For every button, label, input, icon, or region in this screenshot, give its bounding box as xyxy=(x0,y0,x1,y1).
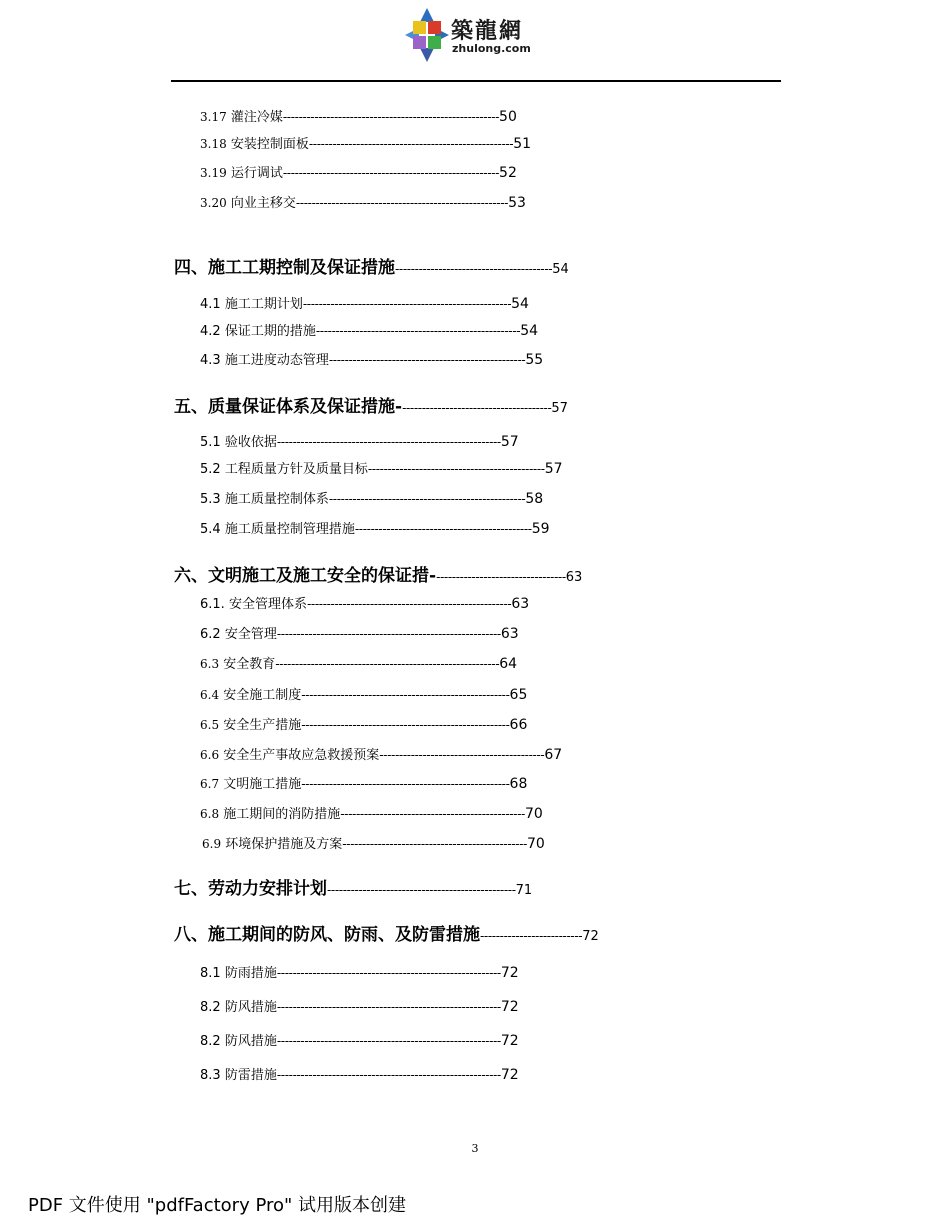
toc-entry-page: 72 xyxy=(582,929,599,944)
toc-entry-title: 施工进度动态管理 xyxy=(224,353,329,368)
toc-subsection-entry[interactable] xyxy=(200,807,543,821)
toc-subsection-entry[interactable] xyxy=(200,435,519,449)
toc-entry-page: 53 xyxy=(508,195,526,211)
toc-entry-title: 灌注冷媒 xyxy=(230,110,283,125)
toc-entry-title: 六、文明施工及施工安全的保证措- xyxy=(174,566,437,586)
toc-entry-leader: -------------------------------------------------- xyxy=(328,353,526,367)
toc-entry-number: 8.1 xyxy=(200,966,221,981)
toc-entry-page: 64 xyxy=(499,656,518,672)
toc-section-entry[interactable] xyxy=(174,568,582,585)
toc-subsection-entry[interactable] xyxy=(200,718,527,732)
toc-section-entry[interactable] xyxy=(174,881,532,898)
toc-subsection-entry[interactable] xyxy=(200,110,517,124)
toc-entry-page: 67 xyxy=(544,747,563,763)
toc-entry-number: 5.4 xyxy=(200,522,221,537)
toc-entry-number: 6.7 xyxy=(200,777,220,791)
toc-entry-title: 安全生产措施 xyxy=(223,718,302,733)
logo-chinese-text: 築龍網 xyxy=(451,18,524,44)
toc-entry-title: 四、施工工期控制及保证措施 xyxy=(174,258,395,278)
toc-entry-title: 向业主移交 xyxy=(230,196,296,211)
toc-entry-leader: ------------------------------------------------------- xyxy=(282,166,500,180)
toc-entry-number: 6.1. xyxy=(200,597,225,612)
toc-entry-number: 4.1 xyxy=(200,297,221,312)
toc-entry-title: 安全生产事故应急救援预案 xyxy=(223,748,380,763)
page-number: 3 xyxy=(471,1142,479,1155)
toc-entry-page: 72 xyxy=(500,965,519,981)
toc-entry-page: 66 xyxy=(509,717,528,733)
toc-entry-leader: ----------------------------------------------- xyxy=(342,837,527,851)
toc-entry-page: 72 xyxy=(500,1067,519,1083)
toc-subsection-entry[interactable] xyxy=(200,462,563,476)
toc-entry-leader: ---------------------------------------------------- xyxy=(315,324,521,338)
toc-entry-leader: --------------------------------------------------------- xyxy=(275,657,500,671)
toc-entry-number: 8.3 xyxy=(200,1068,221,1083)
toc-section-entry[interactable] xyxy=(174,399,568,416)
toc-entry-leader: --------------------------------- xyxy=(436,570,566,584)
toc-entry-number: 8.2 xyxy=(200,1000,221,1015)
toc-entry-leader: ------------------------------------------------------ xyxy=(295,196,509,210)
toc-entry-leader: ----------------------------------------------------- xyxy=(301,688,510,702)
toc-entry-title: 安全管理 xyxy=(224,627,277,642)
toc-subsection-entry[interactable] xyxy=(200,492,543,506)
toc-entry-page: 63 xyxy=(500,626,519,642)
toc-entry-number: 6.2 xyxy=(200,627,221,642)
toc-entry-page: 52 xyxy=(499,165,517,181)
toc-entry-page: 50 xyxy=(499,109,517,125)
toc-entry-title: 施工工期计划 xyxy=(224,297,303,312)
toc-subsection-entry[interactable] xyxy=(200,324,538,338)
toc-section-entry[interactable] xyxy=(174,260,569,277)
toc-subsection-entry[interactable] xyxy=(200,597,529,611)
toc-subsection-entry[interactable] xyxy=(200,777,527,791)
toc-entry-title: 施工质量控制体系 xyxy=(224,492,329,507)
toc-entry-title: 五、质量保证体系及保证措施- xyxy=(174,397,403,417)
toc-entry-page: 70 xyxy=(526,836,545,852)
toc-entry-title: 安全教育 xyxy=(223,657,276,672)
toc-subsection-entry[interactable] xyxy=(200,1000,519,1014)
toc-entry-leader: ------------------------------------------------------- xyxy=(282,110,500,124)
toc-entry-title: 保证工期的措施 xyxy=(224,324,316,339)
toc-entry-leader: --------------------------------------------------------- xyxy=(276,966,501,980)
toc-entry-number: 5.2 xyxy=(200,462,221,477)
toc-entry-page: 54 xyxy=(552,262,569,277)
toc-subsection-entry[interactable] xyxy=(200,353,543,367)
toc-entry-number: 5.3 xyxy=(200,492,221,507)
toc-entry-leader: --------------------------------------------------------- xyxy=(276,627,501,641)
toc-entry-title: 环境保护措施及方案 xyxy=(225,837,343,852)
toc-entry-leader: ----------------------------------------------------- xyxy=(301,777,510,791)
toc-entry-number: 6.8 xyxy=(200,807,220,821)
toc-entry-page: 63 xyxy=(565,570,583,585)
toc-entry-page: 57 xyxy=(551,401,568,416)
toc-subsection-entry[interactable] xyxy=(200,657,517,671)
toc-subsection-entry[interactable] xyxy=(200,627,519,641)
pdf-factory-footer xyxy=(28,1191,406,1217)
toc-entry-leader: ----------------------------------------------------- xyxy=(302,297,512,311)
toc-entry-title: 工程质量方针及质量目标 xyxy=(224,462,368,477)
toc-subsection-entry[interactable] xyxy=(200,1068,519,1082)
toc-entry-number: 6.4 xyxy=(200,688,220,702)
toc-entry-number: 5.1 xyxy=(200,435,221,450)
toc-entry-title: 验收依据 xyxy=(224,435,277,450)
toc-entry-title: 安装控制面板 xyxy=(230,137,309,152)
toc-entry-page: 57 xyxy=(500,434,519,450)
toc-entry-leader: -------------------------- xyxy=(480,929,583,943)
toc-entry-number: 3.19 xyxy=(200,166,227,180)
toc-entry-page: 54 xyxy=(511,296,529,312)
footer-text: PDF 文件使用 "pdfFactory Pro" 试用版本创建 xyxy=(28,1195,407,1216)
toc-section-entry[interactable] xyxy=(174,927,599,944)
toc-entry-title: 施工质量控制管理措施 xyxy=(224,522,355,537)
toc-subsection-entry[interactable] xyxy=(200,748,562,762)
toc-entry-leader: --------------------------------------------------------- xyxy=(276,1068,501,1082)
toc-entry-number: 3.18 xyxy=(200,137,227,151)
toc-subsection-entry[interactable] xyxy=(200,166,517,180)
toc-subsection-entry[interactable] xyxy=(202,837,545,851)
toc-entry-title: 安全施工制度 xyxy=(223,688,302,703)
toc-entry-leader: --------------------------------------------------------- xyxy=(276,1034,501,1048)
toc-entry-title: 防雨措施 xyxy=(224,966,277,981)
toc-subsection-entry[interactable] xyxy=(200,297,529,311)
toc-entry-number: 6.6 xyxy=(200,748,220,762)
toc-subsection-entry[interactable] xyxy=(200,1034,519,1048)
toc-entry-leader: ----------------------------------------------- xyxy=(340,807,525,821)
toc-entry-leader: --------------------------------------------- xyxy=(367,462,545,476)
toc-subsection-entry[interactable] xyxy=(200,196,526,210)
toc-entry-title: 防风措施 xyxy=(224,1034,277,1049)
toc-entry-page: 58 xyxy=(525,491,544,507)
toc-entry-title: 文明施工措施 xyxy=(223,777,302,792)
toc-entry-page: 68 xyxy=(509,776,528,792)
toc-entry-page: 59 xyxy=(531,521,550,537)
toc-entry-leader: ------------------------------------------ xyxy=(379,748,545,762)
toc-subsection-entry[interactable] xyxy=(200,966,519,980)
toc-entry-page: 71 xyxy=(515,883,533,898)
toc-entry-page: 57 xyxy=(544,461,563,477)
toc-entry-title: 防雷措施 xyxy=(224,1068,277,1083)
toc-entry-title: 八、施工期间的防风、防雨、及防雷措施 xyxy=(174,925,480,945)
toc-entry-number: 8.2 xyxy=(200,1034,221,1049)
toc-entry-number: 3.17 xyxy=(200,110,227,124)
toc-entry-leader: ----------------------------------------------------- xyxy=(301,718,510,732)
toc-entry-leader: --------------------------------------------------------- xyxy=(276,435,501,449)
toc-entry-page: 54 xyxy=(520,323,539,339)
toc-entry-title: 施工期间的消防措施 xyxy=(223,807,341,822)
toc-subsection-entry[interactable] xyxy=(200,688,527,702)
toc-entry-leader: ---------------------------------------------------- xyxy=(308,137,514,151)
toc-entry-page: 51 xyxy=(513,136,532,152)
toc-entry-title: 安全管理体系 xyxy=(228,597,307,612)
toc-entry-leader: --------------------------------------------- xyxy=(354,522,532,536)
toc-entry-leader: ---------------------------------------------------- xyxy=(306,597,512,611)
toc-entry-number: 4.2 xyxy=(200,324,221,339)
toc-entry-leader: ------------------------------------------------ xyxy=(327,883,516,897)
toc-entry-number: 6.9 xyxy=(202,837,222,851)
toc-entry-number: 6.5 xyxy=(200,718,220,732)
toc-entry-title: 防风措施 xyxy=(224,1000,277,1015)
logo-english-text: zhulong.com xyxy=(452,42,531,55)
toc-entry-title: 运行调试 xyxy=(230,166,283,181)
toc-entry-leader: -------------------------------------- xyxy=(402,401,552,415)
toc-entry-number: 4.3 xyxy=(200,353,221,368)
toc-subsection-entry[interactable] xyxy=(200,522,550,536)
toc-entry-number: 3.20 xyxy=(200,196,227,210)
toc-entry-title: 七、劳动力安排计划 xyxy=(174,879,327,899)
toc-entry-leader: -------------------------------------------------- xyxy=(328,492,526,506)
toc-entry-page: 55 xyxy=(525,352,544,368)
toc-entry-number: 6.3 xyxy=(200,657,220,671)
toc-entry-leader: --------------------------------------------------------- xyxy=(276,1000,501,1014)
toc-entry-page: 65 xyxy=(509,687,528,703)
toc-entry-leader: ---------------------------------------- xyxy=(395,262,553,276)
toc-entry-page: 63 xyxy=(511,596,530,612)
toc-entry-page: 72 xyxy=(500,1033,519,1049)
toc-entry-page: 72 xyxy=(500,999,519,1015)
toc-entry-page: 70 xyxy=(524,806,543,822)
toc-subsection-entry[interactable] xyxy=(200,137,531,151)
